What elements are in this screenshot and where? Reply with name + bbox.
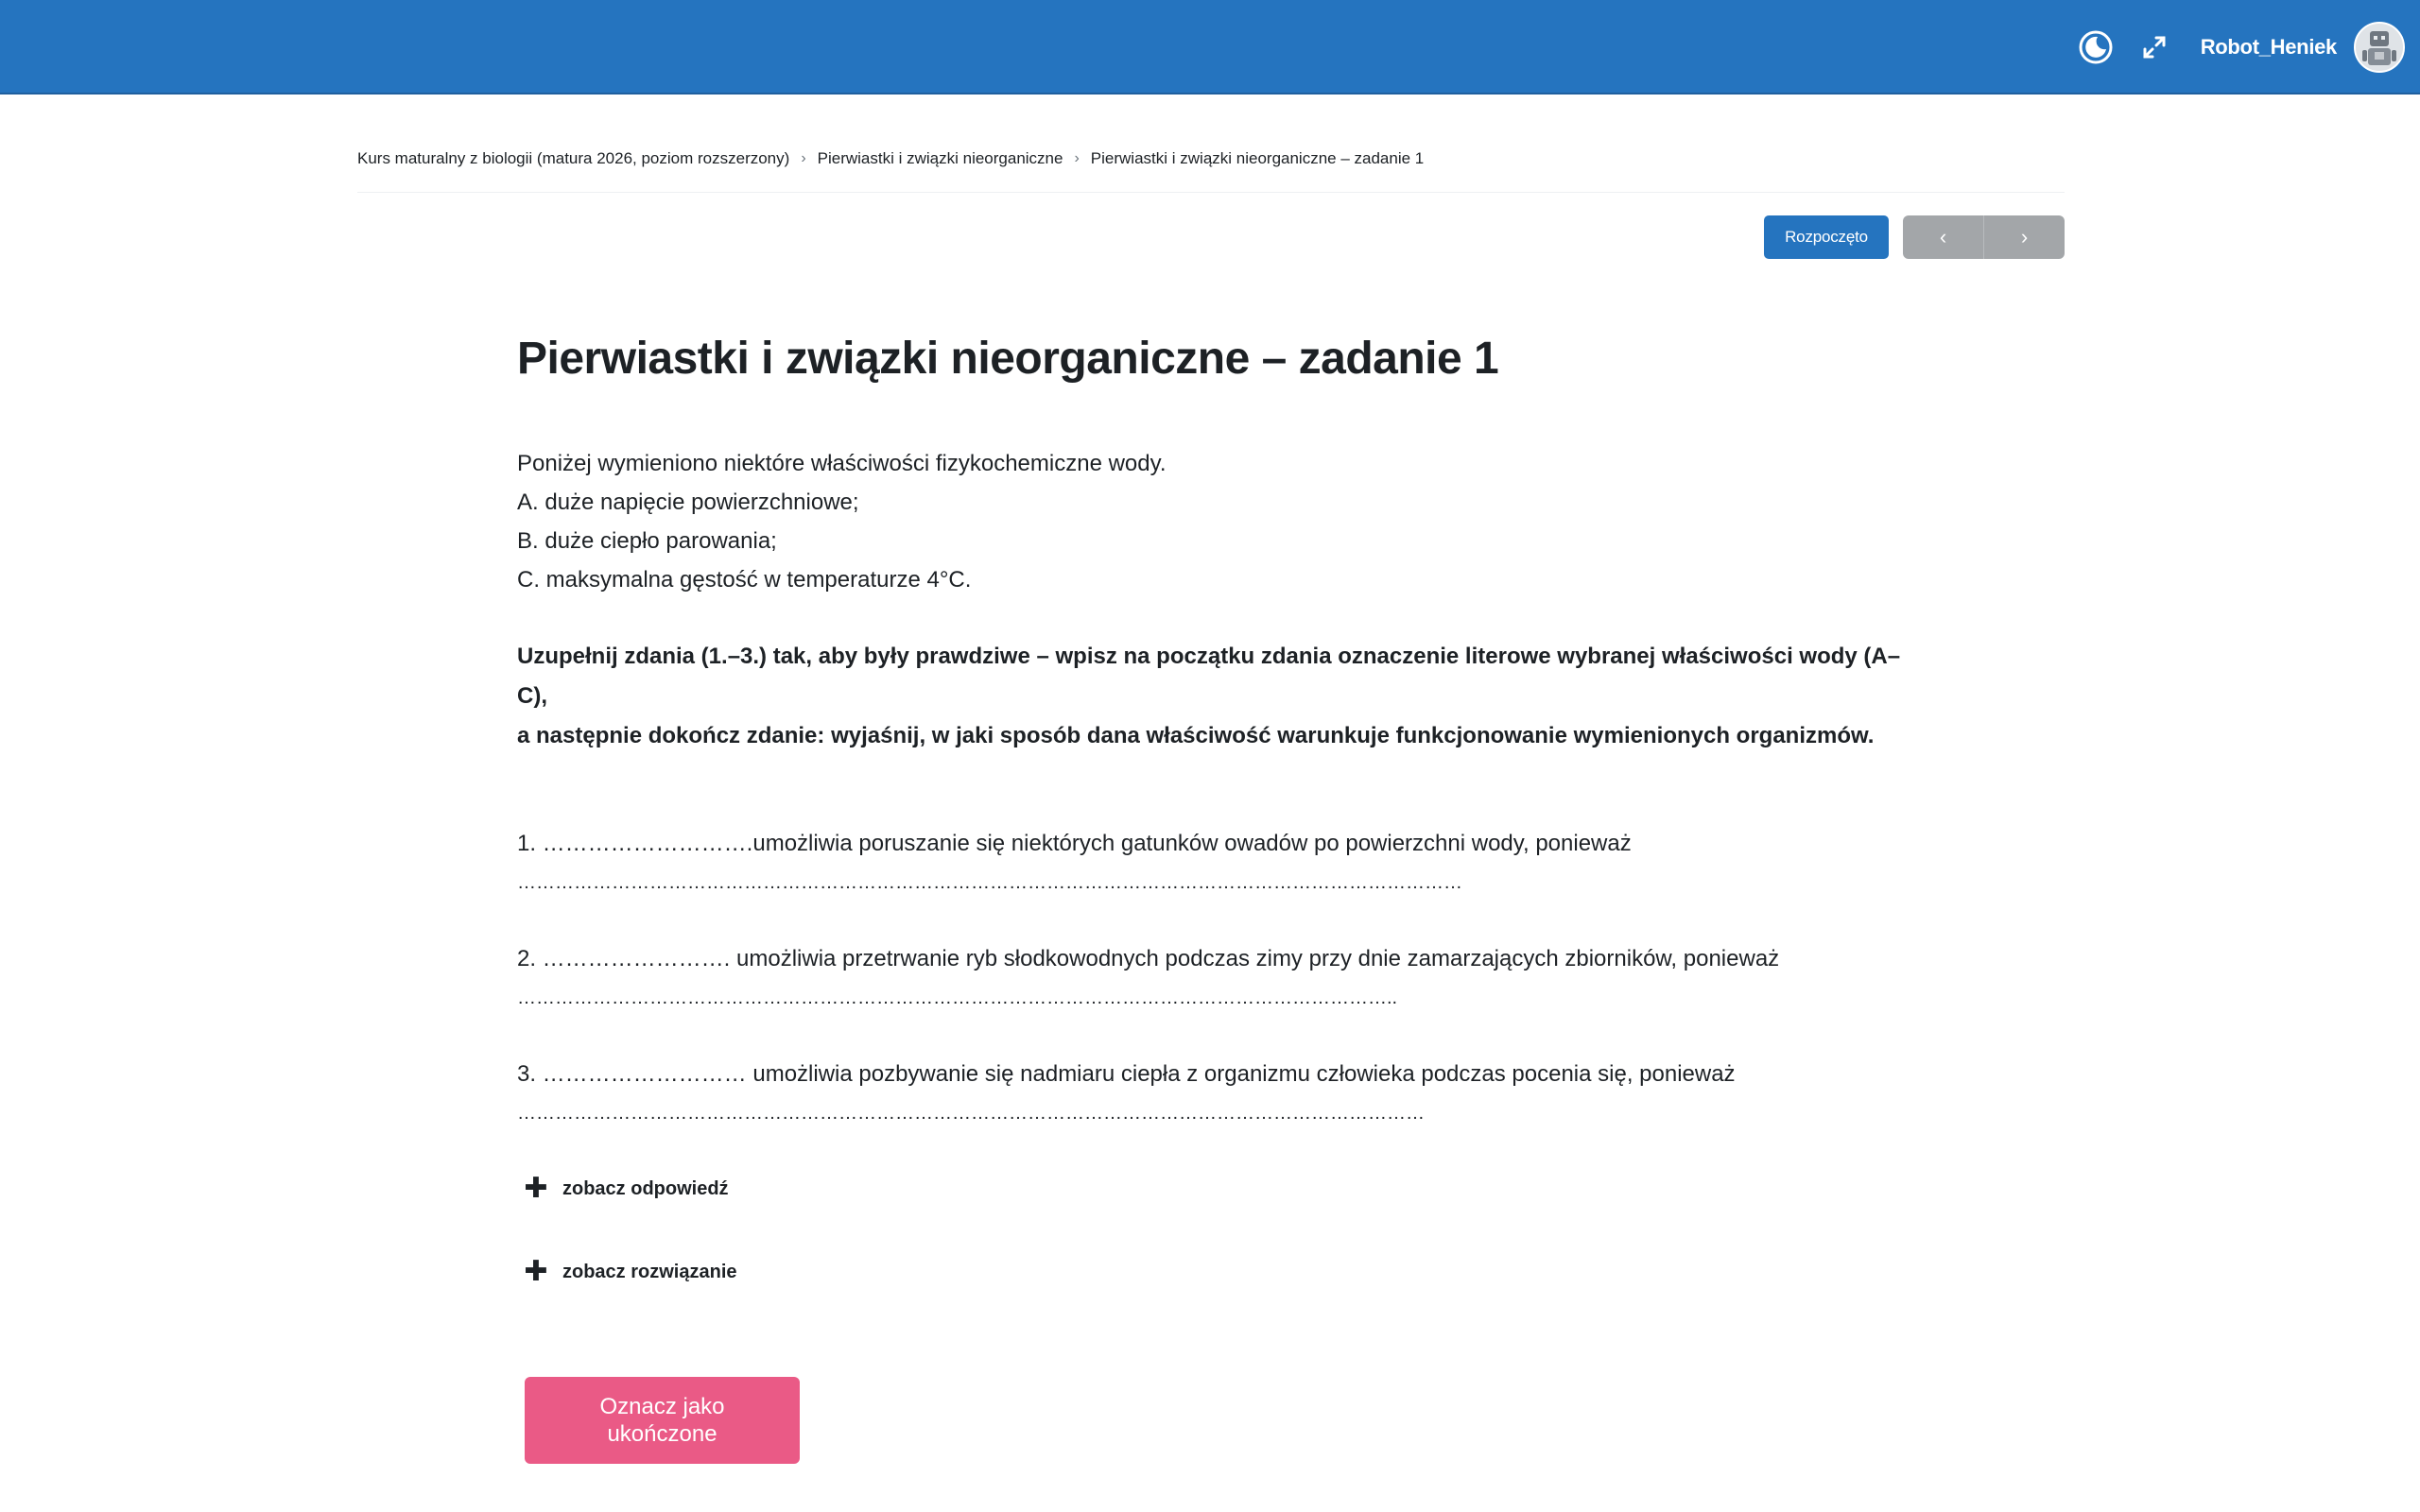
task-item-1 [517, 824, 1916, 902]
property-c: C. maksymalna gęstość w temperaturze 4°C. [517, 567, 972, 593]
fullscreen-toggle[interactable] [2129, 22, 2180, 73]
breadcrumb-course[interactable]: Kurs maturalny z biologii (matura 2026, poziom rozszerzony) [357, 149, 790, 167]
status-started-button[interactable]: Rozpoczęto [1764, 215, 1889, 259]
property-b: B. duże ciepło parowania; [517, 528, 777, 554]
user-name[interactable]: Robot_Heniek [2200, 35, 2337, 59]
top-navbar [0, 0, 2420, 94]
breadcrumb-section[interactable]: Pierwiastki i związki nieorganiczne [817, 149, 1063, 167]
task-content [517, 321, 1916, 1291]
activity-navigation [1764, 215, 2065, 259]
avatar[interactable] [2354, 22, 2405, 73]
plus-icon: ✚ [524, 1256, 548, 1287]
instruction-line: a następnie dokończ zdanie: wyjaśnij, w jaki sposób dana właściwość warunkuje funkcjonowanie wymienionych organizmów. [517, 723, 1875, 748]
breadcrumb [357, 144, 1424, 174]
answer-line: …………………………………………………………………………………………………………………………………… [517, 872, 1462, 893]
next-button[interactable]: › [1984, 215, 2065, 259]
dark-mode-toggle[interactable] [2070, 22, 2121, 73]
show-solution-toggle[interactable] [523, 1253, 1916, 1291]
show-answer-toggle[interactable] [523, 1170, 1916, 1208]
answer-line: ………………………………………………………………………………………………………………………….. [517, 988, 1398, 1008]
answer-line: ……………………………………………………………………………………………………………………………… [517, 1103, 1425, 1124]
intro-line: Poniżej wymieniono niektóre właściwości fizykochemiczne wody. [517, 451, 1167, 476]
show-solution-label: zobacz rozwiązanie [562, 1261, 737, 1282]
property-a: A. duże napięcie powierzchniowe; [517, 490, 859, 515]
task-item-text: 3. ……………………… umożliwia pozbywanie się nadmiaru ciepła z organizmu człowieka podczas pocenia się, ponieważ [517, 1061, 1736, 1087]
task-item-text: 2. ……………………. umożliwia przetrwanie ryb słodkowodnych podczas zimy przy dnie zamarzających zbiorników, ponieważ [517, 946, 1780, 971]
breadcrumb-separator: › [801, 150, 806, 166]
expand-icon [2138, 31, 2170, 63]
breadcrumb-current[interactable]: Pierwiastki i związki nieorganiczne – zadanie 1 [1090, 149, 1425, 167]
mark-complete-button[interactable]: Oznacz jako ukończone [525, 1377, 800, 1464]
robot-avatar-icon [2356, 24, 2403, 71]
page-title: Pierwiastki i związki nieorganiczne – zadanie 1 [517, 334, 1499, 384]
breadcrumb-divider [357, 192, 2065, 193]
instruction-line: Uzupełnij zdania (1.–3.) tak, aby były prawdziwe – wpisz na początku zdania oznaczenie literowe wybranej właściwości wody (A–C), [517, 644, 1901, 709]
plus-icon: ✚ [524, 1173, 548, 1204]
task-item-3 [517, 1055, 1916, 1132]
task-item-2 [517, 939, 1916, 1017]
task-instruction [517, 637, 1916, 756]
prev-next-group [1903, 215, 2065, 259]
breadcrumb-separator: › [1074, 150, 1080, 166]
previous-button[interactable]: ‹ [1903, 215, 1984, 259]
task-intro [517, 444, 1916, 599]
task-item-text: 1. ……………………….umożliwia poruszanie się niektórych gatunków owadów po powierzchni wody, ponieważ [517, 831, 1632, 856]
navbar-tools [2070, 0, 2405, 94]
show-answer-label: zobacz odpowiedź [562, 1177, 729, 1199]
task-items [517, 824, 1916, 1132]
moon-icon [2077, 28, 2115, 66]
